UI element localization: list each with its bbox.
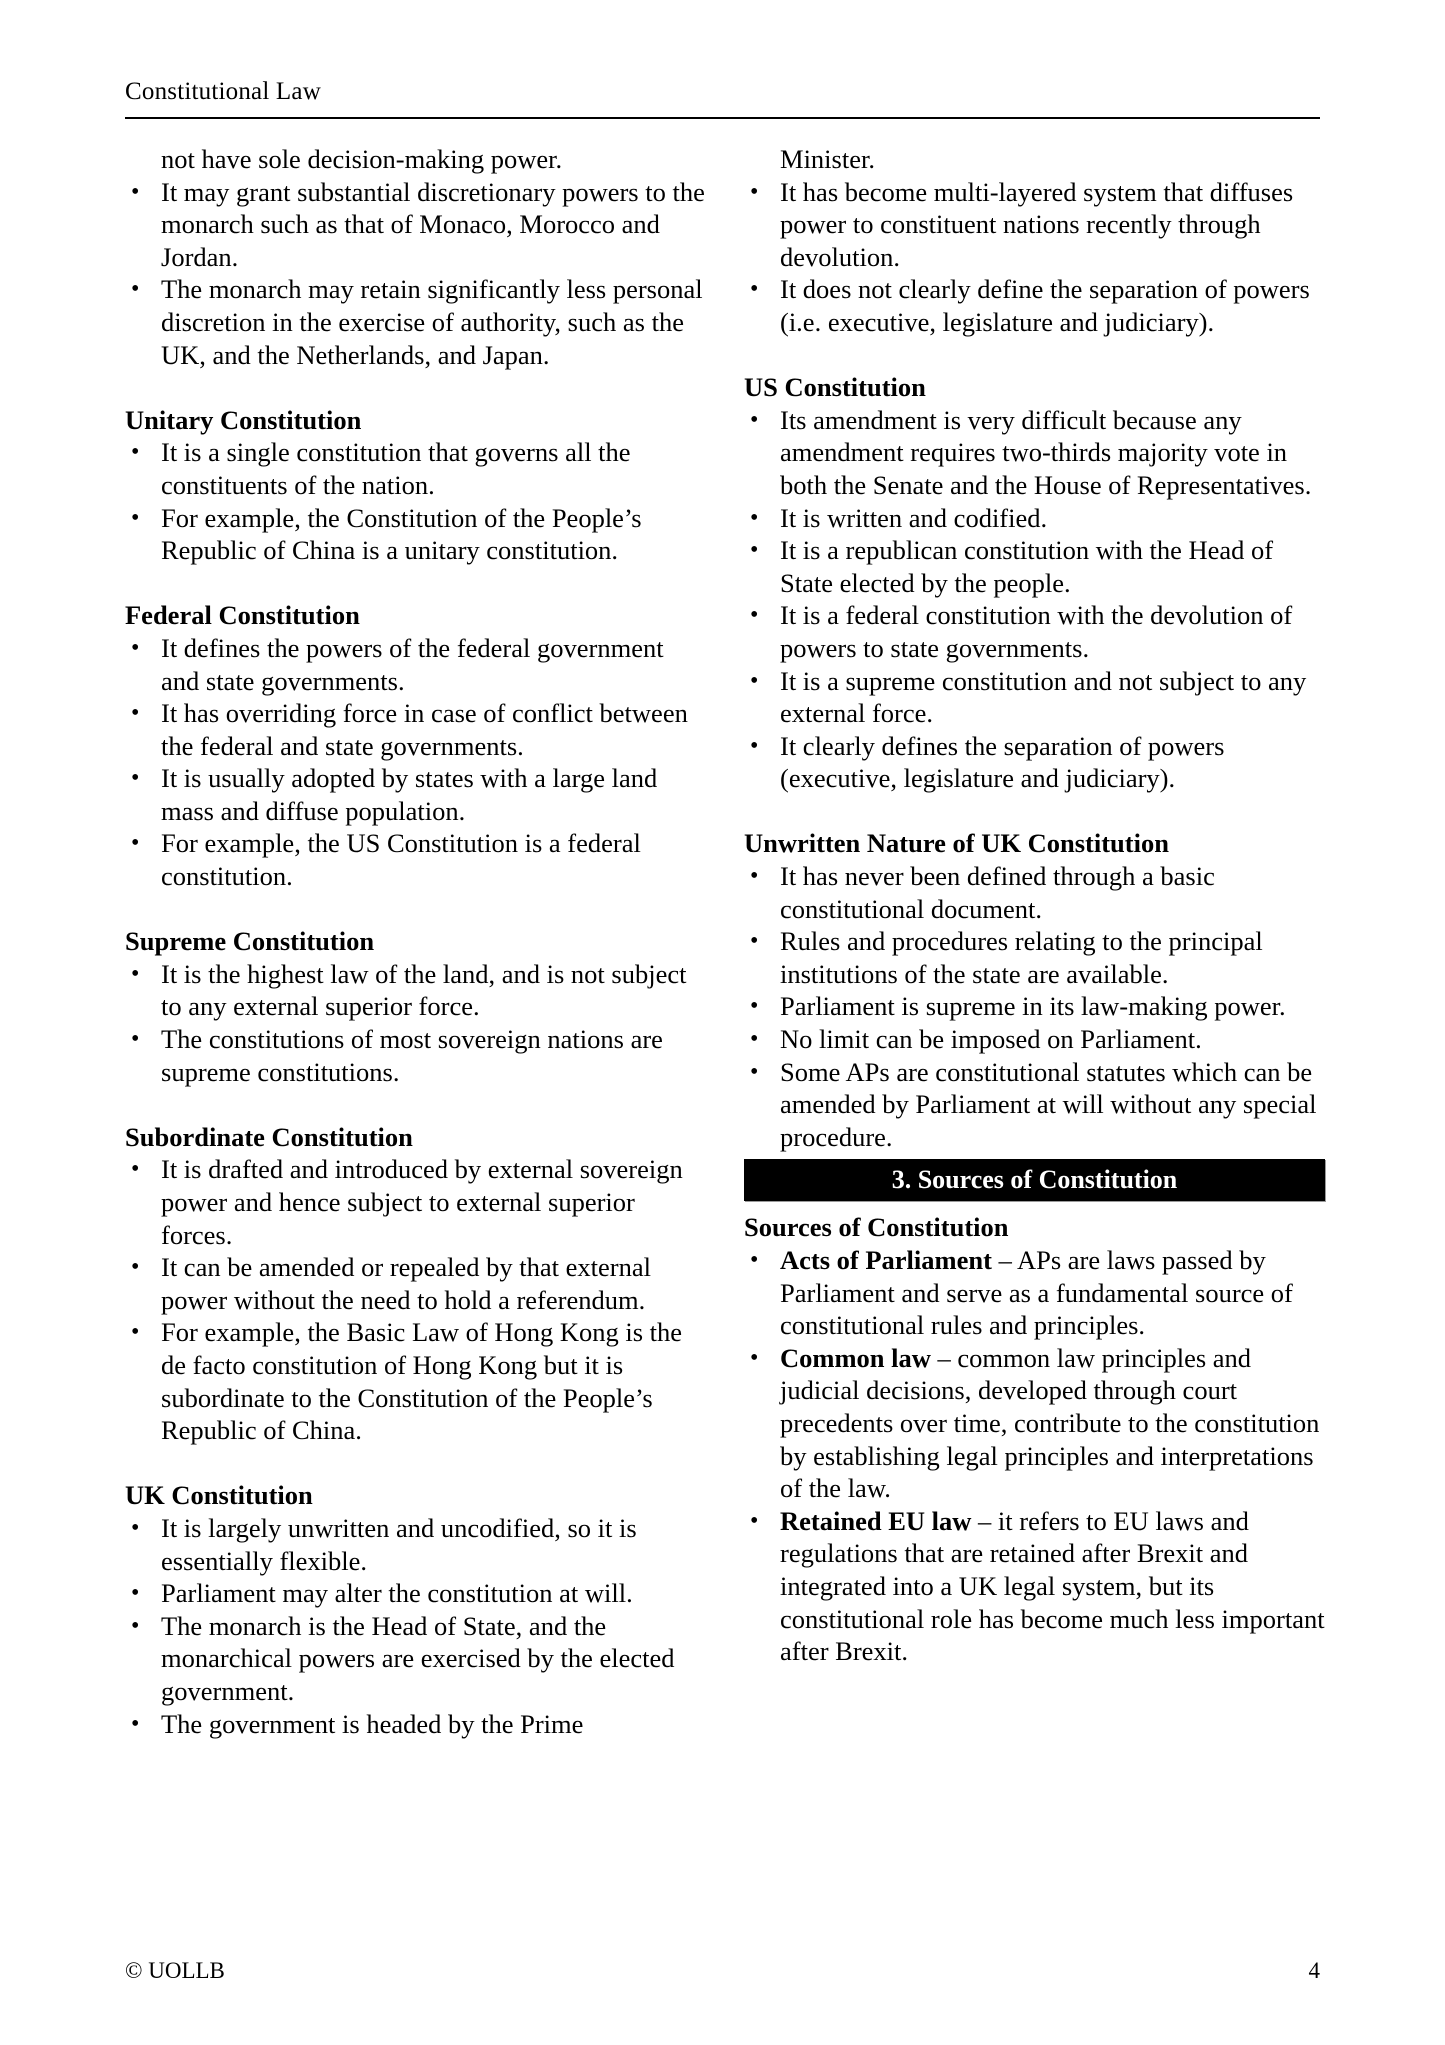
section-spacer xyxy=(744,339,1325,372)
section-spacer xyxy=(744,795,1325,828)
section-heading-us-constitution: US Constitution xyxy=(744,372,926,403)
list-item: • For example, the US Constitution is a federal constitution. xyxy=(125,827,706,892)
list-item: • Parliament is supreme in its law-making power. xyxy=(744,990,1325,1023)
list-item: • It is the highest law of the land, and is not subject to any external superior force. xyxy=(125,958,706,1023)
section-heading-supreme-constitution: Supreme Constitution xyxy=(125,926,375,957)
list-item: • It defines the powers of the federal government and state governments. xyxy=(125,632,706,697)
continued-bullet-list-left xyxy=(125,176,706,372)
running-header: Constitutional Law xyxy=(125,78,321,105)
section-heading-unwritten-nature-uk-constitution: Unwritten Nature of UK Constitution xyxy=(744,828,1169,859)
list-item: • Parliament may alter the constitution at will. xyxy=(125,1577,706,1610)
list-item xyxy=(744,1505,1325,1668)
bullet-list-sources-of-constitution xyxy=(744,1244,1325,1668)
list-item: • It clearly defines the separation of powers (executive, legislature and judiciary). xyxy=(744,730,1325,795)
section-spacer xyxy=(125,567,706,600)
list-item: • It is drafted and introduced by external sovereign power and hence subject to external superior forces. xyxy=(125,1153,706,1251)
list-item xyxy=(744,1342,1325,1505)
list-item: • It is a single constitution that governs all the constituents of the nation. xyxy=(125,436,706,501)
list-item: • The monarch may retain significantly less personal discretion in the exercise of authority, such as the UK, and the Netherlands, and Japan. xyxy=(125,273,706,371)
chapter-banner-wrapper xyxy=(744,1153,1325,1211)
footer-copyright: © UOLLB xyxy=(125,1957,225,1983)
list-item xyxy=(744,1244,1325,1342)
left-column xyxy=(125,143,706,1740)
list-item: • It is usually adopted by states with a large land mass and diffuse population. xyxy=(125,762,706,827)
list-item: • It may grant substantial discretionary powers to the monarch such as that of Monaco, Morocco and Jordan. xyxy=(125,176,706,274)
two-column-body xyxy=(125,143,1325,1740)
section-heading-federal-constitution: Federal Constitution xyxy=(125,600,360,631)
source-definition: – common law principles and judicial decisions, developed through court precedents over time, contribute to the constitution by establishing legal principles and interpretations of the law. xyxy=(780,1342,1320,1504)
section-heading-sources-of-constitution: Sources of Constitution xyxy=(744,1212,1009,1243)
list-item: • It has never been defined through a basic constitutional document. xyxy=(744,860,1325,925)
list-item: • It has become multi-layered system that diffuses power to constituent nations recently through devolution. xyxy=(744,176,1325,274)
footer-page-number: 4 xyxy=(1308,1957,1320,1983)
list-item: • It is a supreme constitution and not subject to any external force. xyxy=(744,665,1325,730)
list-item: • For example, the Basic Law of Hong Kong is the de facto constitution of Hong Kong but it is subordinate to the Constitution of the People’s Republic of China. xyxy=(125,1316,706,1446)
continued-paragraph-right: Minister. xyxy=(780,144,875,174)
source-definition: – APs are laws passed by Parliament and serve as a fundamental source of constitutional rules and principles. xyxy=(780,1245,1293,1341)
bullet-list-us-constitution xyxy=(744,404,1325,795)
source-definition: – it refers to EU laws and regulations that are retained after Brexit and integrated into a UK legal system, but its constitutional role has become much less important after Brexit. xyxy=(780,1505,1325,1667)
source-term-retained-eu-law: Retained EU law xyxy=(780,1505,972,1536)
bullet-list-subordinate-constitution xyxy=(125,1153,706,1446)
list-item: • Some APs are constitutional statutes which can be amended by Parliament at will without any special procedure. xyxy=(744,1056,1325,1154)
list-item: • The monarch is the Head of State, and the monarchical powers are exercised by the elected government. xyxy=(125,1610,706,1708)
right-column xyxy=(744,143,1325,1740)
section-heading-unitary-constitution: Unitary Constitution xyxy=(125,404,362,435)
bullet-list-federal-constitution xyxy=(125,632,706,893)
list-item: • It is written and codified. xyxy=(744,502,1325,535)
list-item: • No limit can be imposed on Parliament. xyxy=(744,1023,1325,1056)
list-item: • It is largely unwritten and uncodified, so it is essentially flexible. xyxy=(125,1512,706,1577)
header-divider xyxy=(125,117,1320,119)
list-item: • The government is headed by the Prime xyxy=(125,1708,706,1741)
bullet-list-unwritten-nature-uk-constitution xyxy=(744,860,1325,1153)
list-item: • It is a republican constitution with the Head of State elected by the people. xyxy=(744,534,1325,599)
section-heading-uk-constitution: UK Constitution xyxy=(125,1480,313,1511)
list-item: • For example, the Constitution of the People’s Republic of China is a unitary constitution. xyxy=(125,502,706,567)
section-heading-subordinate-constitution: Subordinate Constitution xyxy=(125,1121,413,1152)
continued-bullet-list-right xyxy=(744,176,1325,339)
list-item: • It can be amended or repealed by that external power without the need to hold a referendum. xyxy=(125,1251,706,1316)
section-spacer xyxy=(125,1088,706,1121)
bullet-list-unitary-constitution xyxy=(125,436,706,566)
section-spacer xyxy=(125,1447,706,1480)
bullet-list-supreme-constitution xyxy=(125,958,706,1088)
list-item: • Its amendment is very difficult because any amendment requires two-thirds majority vote in both the Senate and the House of Representatives. xyxy=(744,404,1325,502)
list-item: • Rules and procedures relating to the principal institutions of the state are available. xyxy=(744,925,1325,990)
chapter-banner-sources-of-constitution: 3. Sources of Constitution xyxy=(744,1159,1325,1201)
bullet-list-uk-constitution xyxy=(125,1512,706,1740)
source-term-common-law: Common law xyxy=(780,1342,931,1373)
list-item: • It does not clearly define the separation of powers (i.e. executive, legislature and judiciary). xyxy=(744,273,1325,338)
list-item: • The constitutions of most sovereign nations are supreme constitutions. xyxy=(125,1023,706,1088)
continued-paragraph-left: not have sole decision-making power. xyxy=(161,144,563,174)
source-term-acts-of-parliament: Acts of Parliament xyxy=(780,1245,992,1275)
section-spacer xyxy=(125,371,706,404)
list-item: • It has overriding force in case of conflict between the federal and state governments. xyxy=(125,697,706,762)
list-item: • It is a federal constitution with the devolution of powers to state governments. xyxy=(744,599,1325,664)
section-spacer xyxy=(125,893,706,926)
